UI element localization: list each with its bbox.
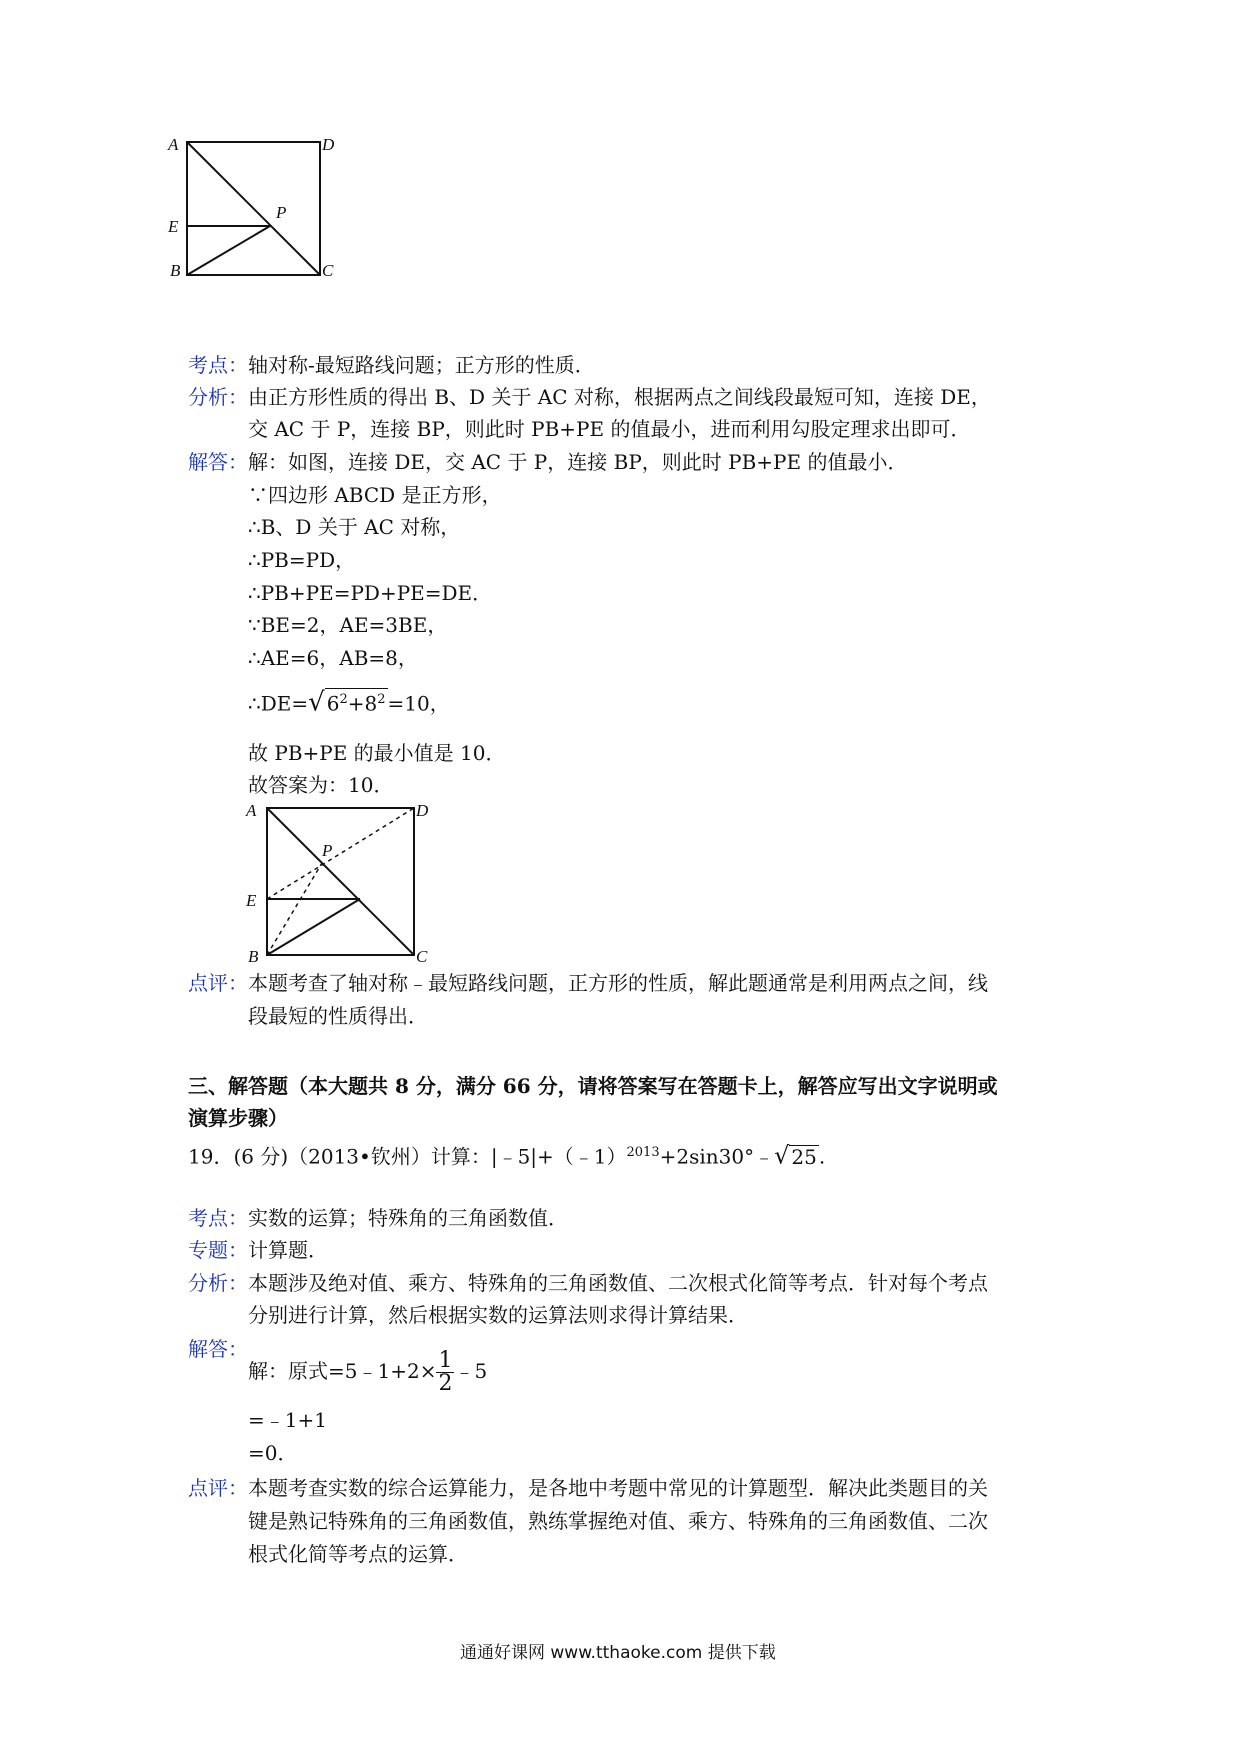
jieda-tag: 解答：	[188, 450, 248, 474]
diagonal-ac	[187, 142, 320, 275]
q18-line-4: ∴PB+PE=PD+PE=DE．	[248, 581, 493, 605]
figure-1-svg	[160, 130, 350, 290]
segment-b-solid	[267, 899, 360, 955]
q19-jieda-tag-row	[188, 1336, 248, 1362]
q18-kaodian	[188, 352, 595, 378]
exp-b: 2	[377, 692, 386, 707]
q18-de-formula	[248, 688, 450, 717]
q18-line-1: ∵四边形 ABCD 是正方形，	[248, 483, 502, 507]
diagonal-ac-2	[267, 808, 414, 955]
dianping-tag-2: 点评：	[188, 1476, 248, 1500]
q18-jieda	[188, 449, 907, 475]
jieda-prefix: 解：原式=5﹣1+2×	[248, 1359, 437, 1383]
radicand-b: 8	[364, 691, 378, 716]
fenxi-text-1: 由正方形性质的得出 B、D 关于 AC 对称，根据两点之间线段最短可知，连接 DE，	[248, 385, 991, 409]
dianping-q19-1: 本题考查实数的综合运算能力，是各地中考题中常见的计算题型．解决此类题目的关	[248, 1476, 988, 1500]
q19-dianping-1	[188, 1475, 988, 1501]
label-d: D	[322, 135, 335, 154]
sqrt-sign-2: √	[774, 1141, 790, 1170]
kaodian-text-2: 实数的运算；特殊角的三角函数值．	[248, 1206, 568, 1230]
label-c-2: C	[416, 947, 428, 966]
q18-fenxi-1	[188, 384, 991, 410]
q18-line-5: ∵BE=2，AE=3BE，	[248, 613, 448, 637]
figure-2-svg	[240, 796, 450, 966]
q18-dianping-1	[188, 970, 988, 996]
stem-radicand: 25	[791, 1144, 817, 1169]
q19-fenxi-1	[188, 1270, 988, 1296]
stem-exp: 2013	[626, 1145, 660, 1160]
q18-conclusion-1: 故 PB+PE 的最小值是 10．	[248, 741, 506, 765]
figure-square-2	[240, 796, 450, 970]
fenxi-text-2: 交 AC 于 P，连接 BP，则此时 PB+PE 的值最小，进而利用勾股定理求出即可．	[248, 417, 971, 441]
label-a: A	[168, 135, 179, 154]
q19-dianping-3: 根式化简等考点的运算．	[248, 1542, 468, 1566]
fenxi-text-q19-1: 本题涉及绝对值、乘方、特殊角的三角函数值、二次根式化简等考点．针对每个考点	[248, 1271, 988, 1295]
section3-heading-2: 演算步骤）	[188, 1106, 288, 1130]
jieda-suffix: ﹣5	[454, 1359, 488, 1383]
kaodian-tag: 考点：	[188, 353, 248, 377]
zhuanti-tag: 专题：	[188, 1238, 248, 1262]
zhuanti-text: 计算题．	[248, 1238, 328, 1262]
label-a-2: A	[246, 801, 257, 820]
frac-den: 2	[438, 1371, 453, 1396]
label-b: B	[170, 261, 181, 280]
fenxi-tag-2: 分析：	[188, 1271, 248, 1295]
dianping-text-1: 本题考查了轴对称﹣最短路线问题，正方形的性质，解此题通常是利用两点之间，线	[248, 971, 988, 995]
q19-jieda-formula	[248, 1350, 487, 1395]
segment-bp	[187, 226, 270, 275]
label-e: E	[168, 217, 179, 236]
sqrt-sign: √	[308, 687, 325, 718]
q18-dianping-2: 段最短的性质得出．	[248, 1004, 428, 1028]
q19-fenxi-2: 分别进行计算，然后根据实数的运算法则求得计算结果．	[248, 1303, 748, 1327]
q19-step-3: =0．	[248, 1441, 298, 1465]
label-b-2: B	[248, 947, 259, 966]
q19-step-2: =﹣1+1	[248, 1408, 327, 1432]
jieda-line-0: 解：如图，连接 DE，交 AC 于 P，连接 BP，则此时 PB+PE 的值最小．	[248, 450, 908, 474]
dianping-tag: 点评：	[188, 971, 248, 995]
label-c: C	[322, 261, 334, 280]
q18-line-6: ∴AE=6，AB=8，	[248, 646, 418, 670]
de-radicand	[325, 688, 388, 715]
q18-fenxi-2	[248, 416, 970, 442]
jieda-tag-2: 解答：	[188, 1337, 248, 1361]
figure-square-1	[160, 130, 350, 294]
kaodian-text: 轴对称-最短路线问题；正方形的性质．	[248, 353, 595, 377]
label-p-2: P	[322, 841, 333, 860]
q18-line-3: ∴PB=PD，	[248, 548, 356, 572]
label-e-2: E	[246, 891, 257, 910]
plus-sign: +	[347, 691, 365, 716]
section3-heading-1: 三、解答题（本大题共 8 分，满分 66 分，请将答案写在答题卡上，解答应写出文字说明或	[188, 1074, 998, 1098]
frac-num: 1	[438, 1348, 453, 1373]
radicand-a: 6	[326, 691, 340, 716]
q19-kaodian	[188, 1205, 568, 1231]
q19-stem	[188, 1140, 825, 1170]
exp-a: 2	[339, 692, 348, 707]
fraction-one-half	[436, 1350, 454, 1395]
fenxi-tag: 分析：	[188, 385, 248, 409]
kaodian-tag-2: 考点：	[188, 1206, 248, 1230]
label-d-2: D	[416, 801, 429, 820]
stem-mid: +2sin30°﹣	[659, 1144, 775, 1169]
de-suffix: =10，	[387, 691, 450, 716]
q18-conclusion-2: 故答案为：10．	[248, 773, 394, 797]
label-p: P	[276, 203, 287, 222]
stem-end: .	[818, 1144, 826, 1169]
de-prefix: ∴DE=	[248, 691, 309, 716]
dashed-de	[267, 808, 414, 899]
q18-line-2: ∴B、D 关于 AC 对称，	[248, 515, 461, 539]
q19-zhuanti	[188, 1237, 328, 1263]
stem-prefix: 19．(6 分)（2013•钦州）计算：|﹣5|+（﹣1）	[188, 1144, 627, 1169]
page-footer: 通通好课网 www.tthaoke.com 提供下载	[460, 1643, 776, 1663]
q19-dianping-2: 键是熟记特殊角的三角函数值，熟练掌握绝对值、乘方、特殊角的三角函数值、二次	[248, 1509, 988, 1533]
dashed-bp	[267, 863, 322, 955]
